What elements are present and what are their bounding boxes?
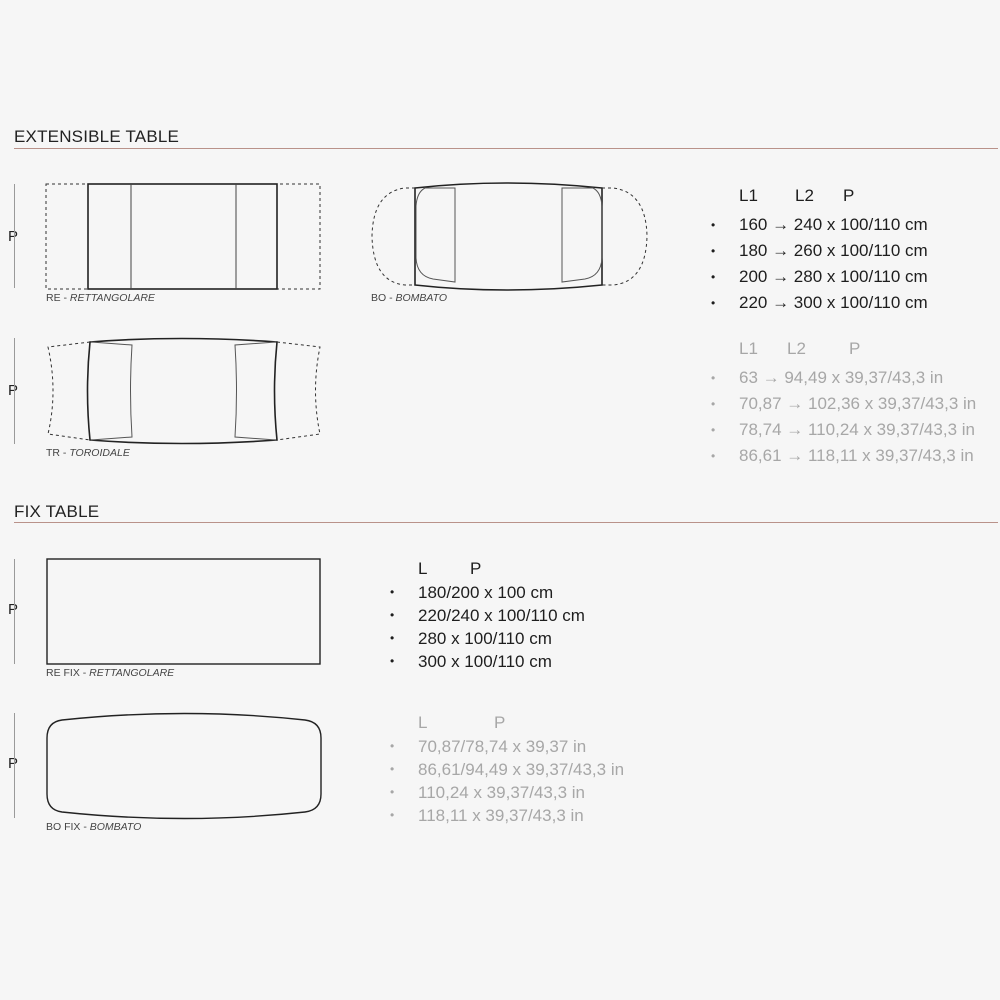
list-item	[390, 650, 585, 673]
spec-header	[739, 186, 928, 212]
bullet-icon: •	[711, 244, 716, 258]
re-caption	[46, 292, 155, 304]
bo-fix-bombato-drawing	[40, 708, 330, 828]
header-p: P	[470, 559, 482, 578]
model-code: TR -	[46, 447, 70, 459]
size-text: 160 → 240 x 100/110 cm	[739, 215, 928, 234]
model-code: RE -	[46, 292, 70, 304]
spec-header	[418, 559, 585, 581]
header-l: L	[418, 559, 428, 578]
fix-table-title: FIX TABLE	[14, 502, 100, 521]
bullet-icon: •	[711, 270, 716, 284]
model-name: RETTANGOLARE	[89, 667, 175, 679]
depth-label-tr: P	[8, 382, 19, 399]
depth-label-re: P	[8, 228, 19, 245]
header-l2: L2	[787, 339, 806, 358]
bullet-icon: •	[390, 654, 395, 668]
size-text: 180 → 260 x 100/110 cm	[739, 241, 928, 260]
fix-divider	[14, 522, 998, 523]
size-text: 220 → 300 x 100/110 cm	[739, 293, 928, 312]
list-item	[390, 758, 625, 781]
list-item	[711, 264, 928, 290]
fix-spec-cm	[390, 559, 585, 673]
bullet-icon: •	[390, 631, 395, 645]
extensible-divider	[14, 148, 998, 149]
list-item	[711, 238, 928, 264]
list-item	[390, 627, 585, 650]
spec-header	[418, 713, 624, 735]
list-item	[711, 443, 976, 469]
model-name: TOROIDALE	[69, 447, 130, 459]
size-text: 200 → 280 x 100/110 cm	[739, 267, 928, 286]
bullet-icon: •	[390, 785, 395, 799]
model-name: BOMBATO	[395, 292, 448, 304]
depth-line-re	[14, 184, 15, 288]
size-text: 280 x 100/110 cm	[418, 629, 552, 648]
size-text: 63 → 94,49 x 39,37/43,3 in	[739, 368, 944, 387]
re-rettangolare-drawing	[40, 178, 330, 298]
bullet-icon: •	[390, 762, 395, 776]
header-l1: L1	[739, 339, 758, 358]
list-item	[711, 365, 976, 391]
tr-caption	[46, 447, 130, 459]
re-fix-rettangolare-drawing	[40, 553, 330, 673]
depth-line-bo-fix	[14, 713, 15, 818]
header-p: P	[843, 186, 855, 205]
depth-line-re-fix	[14, 559, 15, 664]
bo-bombato-drawing	[365, 178, 655, 298]
bullet-icon: •	[390, 808, 395, 822]
header-p: P	[494, 713, 506, 732]
extensible-spec-inch	[711, 339, 977, 469]
fix-spec-inch	[390, 713, 625, 827]
list-item	[390, 804, 624, 827]
depth-label-re-fix: P	[8, 601, 19, 618]
header-l: L	[418, 713, 428, 732]
bullet-icon: •	[390, 739, 395, 753]
size-text: 70,87 → 102,36 x 39,37/43,3 in	[739, 394, 977, 413]
model-name: RETTANGOLARE	[69, 292, 155, 304]
size-text: 220/240 x 100/110 cm	[418, 606, 585, 625]
bullet-icon: •	[711, 449, 716, 463]
extensible-spec-cm	[711, 186, 928, 316]
list-item	[711, 417, 976, 443]
re-fix-caption	[46, 667, 174, 679]
size-text: 110,24 x 39,37/43,3 in	[418, 783, 585, 802]
size-text: 300 x 100/110 cm	[418, 652, 552, 671]
list-item	[390, 735, 624, 758]
list-item	[711, 212, 928, 238]
tr-toroidale-drawing	[40, 333, 330, 453]
model-code: RE FIX -	[46, 667, 90, 679]
model-code: BO FIX -	[46, 821, 90, 833]
bullet-icon: •	[711, 397, 716, 411]
bullet-icon: •	[390, 608, 395, 622]
bullet-icon: •	[711, 371, 716, 385]
list-item	[711, 391, 977, 417]
bullet-icon: •	[711, 423, 716, 437]
size-text: 86,61 → 118,11 x 39,37/43,3 in	[739, 446, 974, 465]
bullet-icon: •	[390, 585, 395, 599]
model-code: BO -	[371, 292, 396, 304]
header-l1: L1	[739, 186, 758, 205]
header-p: P	[849, 339, 861, 358]
list-item	[390, 781, 624, 804]
extensible-table-title: EXTENSIBLE TABLE	[14, 127, 180, 146]
spec-header	[739, 339, 976, 365]
depth-label-bo-fix: P	[8, 755, 19, 772]
header-l2: L2	[795, 186, 814, 205]
bullet-icon: •	[711, 296, 716, 310]
size-text: 70,87/78,74 x 39,37 in	[418, 737, 587, 756]
list-item	[711, 290, 928, 316]
size-text: 86,61/94,49 x 39,37/43,3 in	[418, 760, 625, 779]
bo-caption	[371, 292, 447, 304]
size-text: 180/200 x 100 cm	[418, 583, 554, 602]
bullet-icon: •	[711, 218, 716, 232]
bo-fix-caption	[46, 821, 141, 833]
model-name: BOMBATO	[89, 821, 142, 833]
size-text: 78,74 → 110,24 x 39,37/43,3 in	[739, 420, 975, 439]
list-item	[390, 581, 585, 604]
depth-line-tr	[14, 338, 15, 444]
list-item	[390, 604, 585, 627]
size-text: 118,11 x 39,37/43,3 in	[418, 806, 584, 825]
